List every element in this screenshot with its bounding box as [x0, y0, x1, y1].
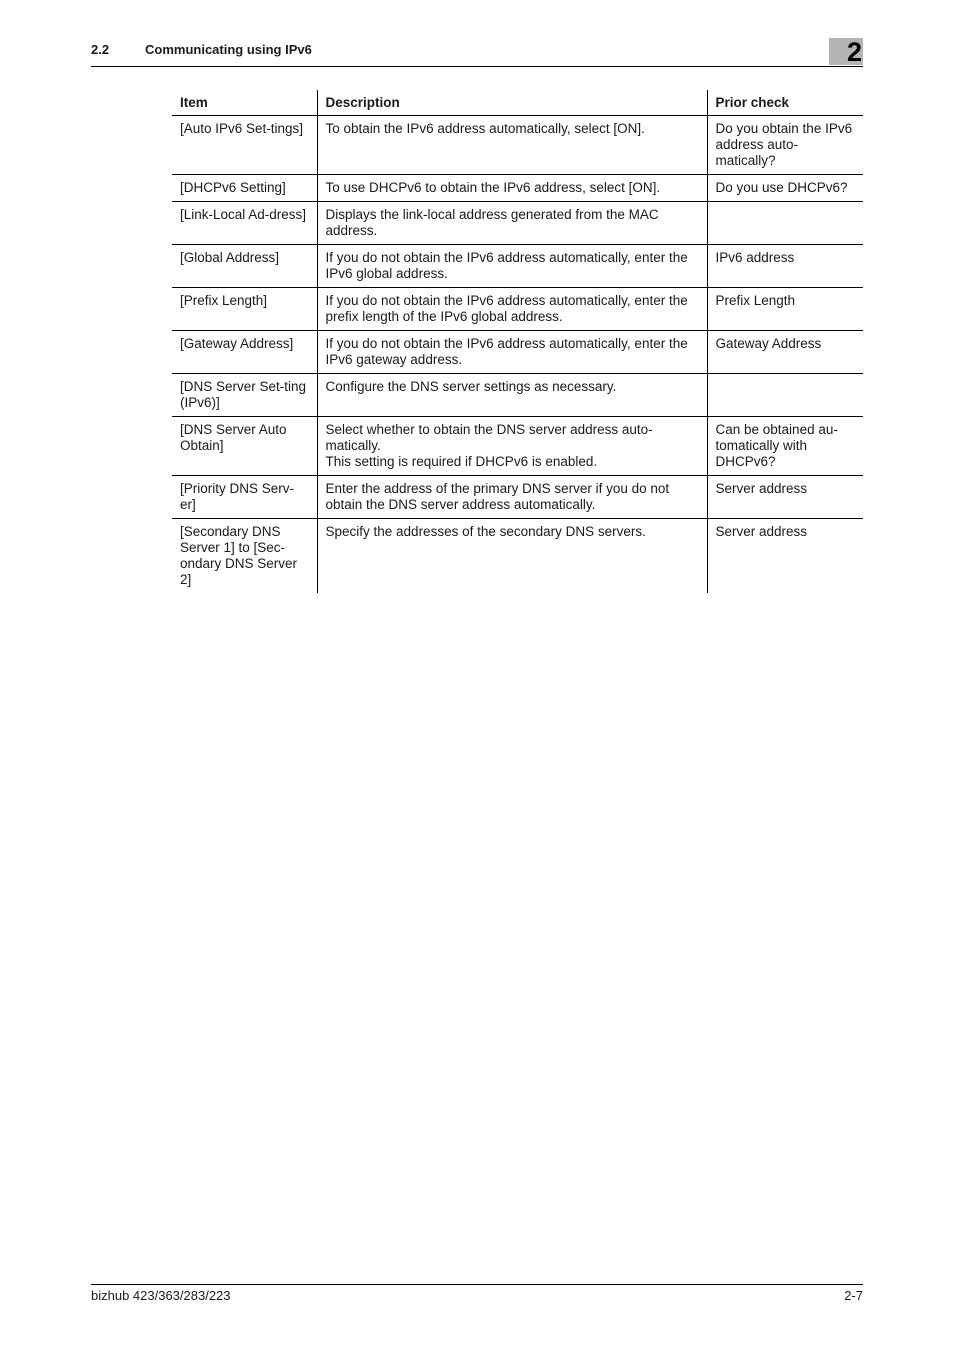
table-row	[172, 417, 863, 476]
section-number: 2.2	[91, 42, 110, 57]
cell-prior-check: Gateway Address	[707, 331, 863, 374]
cell-description	[317, 175, 707, 202]
cell-prior-check: IPv6 address	[707, 245, 863, 288]
cell-description	[317, 374, 707, 417]
table-row	[172, 519, 863, 594]
cell-prior-check: Do you use DHCPv6?	[707, 175, 863, 202]
table-row	[172, 331, 863, 374]
cell-prior-check: Can be obtained au-tomatically with DHCPv6?	[707, 417, 863, 476]
table-row	[172, 476, 863, 519]
cell-item: [Secondary DNS Server 1] to [Sec-ondary DNS Server 2]	[180, 524, 298, 587]
description-line: Select whether to obtain the DNS server address auto-matically.	[325, 422, 653, 453]
section-title: Communicating using IPv6	[145, 42, 312, 57]
table-row	[172, 202, 863, 245]
chapter-number: 2	[846, 37, 862, 67]
cell-description	[317, 245, 707, 288]
description-line: Configure the DNS server settings as necessary.	[325, 379, 617, 394]
description-line: Specify the addresses of the secondary DNS servers.	[325, 524, 646, 539]
table-row	[172, 175, 863, 202]
cell-prior-check	[707, 374, 863, 417]
cell-prior-check	[707, 202, 863, 245]
cell-item: [Priority DNS Serv-er]	[172, 476, 317, 519]
cell-prior-check: Server address	[707, 476, 863, 519]
cell-description	[317, 202, 707, 245]
cell-item: [DNS Server Set-ting (IPv6)]	[172, 374, 317, 417]
ipv6-settings-table	[172, 90, 863, 593]
table-row	[172, 374, 863, 417]
cell-item: [Auto IPv6 Set-tings]	[172, 116, 317, 175]
description-line: If you do not obtain the IPv6 address automatically, enter the IPv6 global address.	[325, 250, 688, 281]
description-line: If you do not obtain the IPv6 address automatically, enter the IPv6 gateway address.	[325, 336, 688, 367]
chapter-tab	[829, 38, 863, 65]
cell-description	[317, 417, 707, 476]
column-header-item: Item	[172, 90, 317, 116]
page-footer	[91, 1284, 863, 1309]
table-row	[172, 116, 863, 175]
cell-description	[317, 116, 707, 175]
column-header-prior-check: Prior check	[707, 90, 863, 116]
cell-description	[317, 519, 707, 594]
cell-item: [Link-Local Ad-dress]	[172, 202, 317, 245]
description-line: Enter the address of the primary DNS server if you do not obtain the DNS server address automatically.	[325, 481, 670, 512]
description-line: If you do not obtain the IPv6 address automatically, enter the prefix length of the IPv6 global address.	[325, 293, 688, 324]
description-line: Displays the link-local address generated from the MAC address.	[325, 207, 659, 238]
page-number: 2-7	[844, 1288, 863, 1303]
table-row	[172, 245, 863, 288]
table-header-row	[172, 90, 863, 116]
description-line: This setting is required if DHCPv6 is enabled.	[325, 454, 598, 469]
cell-prior-check: Do you obtain the IPv6 address auto-matically?	[707, 116, 863, 175]
cell-item: [Prefix Length]	[172, 288, 317, 331]
cell-description	[317, 288, 707, 331]
page-header	[91, 38, 863, 67]
cell-description	[317, 476, 707, 519]
cell-prior-check: Server address	[707, 519, 863, 594]
cell-item: [Gateway Address]	[172, 331, 317, 374]
description-line: To use DHCPv6 to obtain the IPv6 address, select [ON].	[325, 180, 661, 195]
product-model: bizhub 423/363/283/223	[91, 1288, 231, 1303]
cell-item: [DHCPv6 Setting]	[172, 175, 317, 202]
cell-item: [DNS Server Auto Obtain]	[172, 417, 317, 476]
cell-description	[317, 331, 707, 374]
column-header-description: Description	[317, 90, 707, 116]
cell-item: [Global Address]	[172, 245, 317, 288]
cell-prior-check: Prefix Length	[707, 288, 863, 331]
table-row	[172, 288, 863, 331]
description-line: To obtain the IPv6 address automatically, select [ON].	[325, 121, 645, 136]
